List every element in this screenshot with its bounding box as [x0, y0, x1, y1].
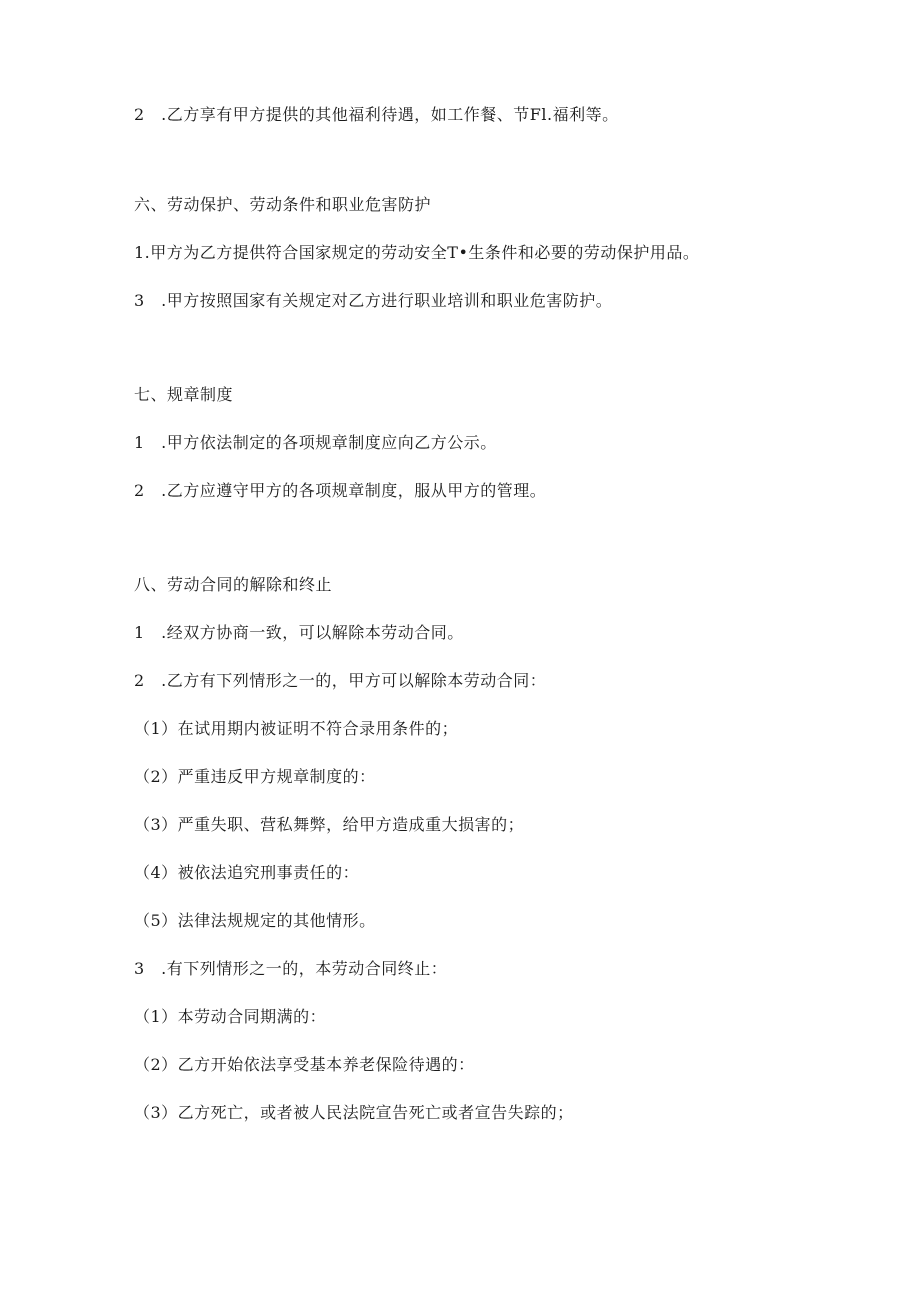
clause-8-3-item-1: （1）本劳动合同期满的：: [134, 1007, 327, 1026]
clause-7-1: 1 .甲方依法制定的各项规章制度应向乙方公示。: [134, 433, 497, 452]
clause-6-1: 1.甲方为乙方提供符合国家规定的劳动安全T•生条件和必要的劳动保护用品。: [134, 243, 700, 262]
clause-8-2-item-5: （5）法律法规规定的其他情形。: [134, 911, 376, 930]
section-heading-8: 八、劳动合同的解除和终止: [134, 575, 333, 594]
clause-6-3: 3 .甲方按照国家有关规定对乙方进行职业培训和职业危害防护。: [134, 291, 613, 310]
clause-8-2-item-1: （1）在试用期内被证明不符合录用条件的；: [134, 719, 459, 738]
clause-8-2: 2 .乙方有下列情形之一的，甲方可以解除本劳动合同：: [134, 671, 547, 690]
clause-8-1: 1 .经双方协商一致，可以解除本劳动合同。: [134, 623, 464, 642]
clause-8-3-item-2: （2）乙方开始依法享受基本养老保险待遇的：: [134, 1055, 475, 1074]
section-heading-7: 七、规章制度: [134, 385, 234, 404]
clause-8-3: 3 .有下列情形之一的，本劳动合同终止：: [134, 959, 448, 978]
clause-8-3-item-3: （3）乙方死亡，或者被人民法院宣告死亡或者宣告失踪的；: [134, 1103, 574, 1122]
clause-8-2-item-2: （2）严重违反甲方规章制度的：: [134, 767, 376, 786]
clause-8-2-item-3: （3）严重失职、营私舞弊，给甲方造成重大损害的；: [134, 815, 525, 834]
clause-5-2-welfare: 2 .乙方享有甲方提供的其他福利待遇，如工作餐、节Fl.福利等。: [134, 105, 619, 124]
section-heading-6: 六、劳动保护、劳动条件和职业危害防护: [134, 195, 432, 214]
clause-7-2: 2 .乙方应遵守甲方的各项规章制度，服从甲方的管理。: [134, 481, 547, 500]
clause-8-2-item-4: （4）被依法追究刑事责任的：: [134, 863, 360, 882]
